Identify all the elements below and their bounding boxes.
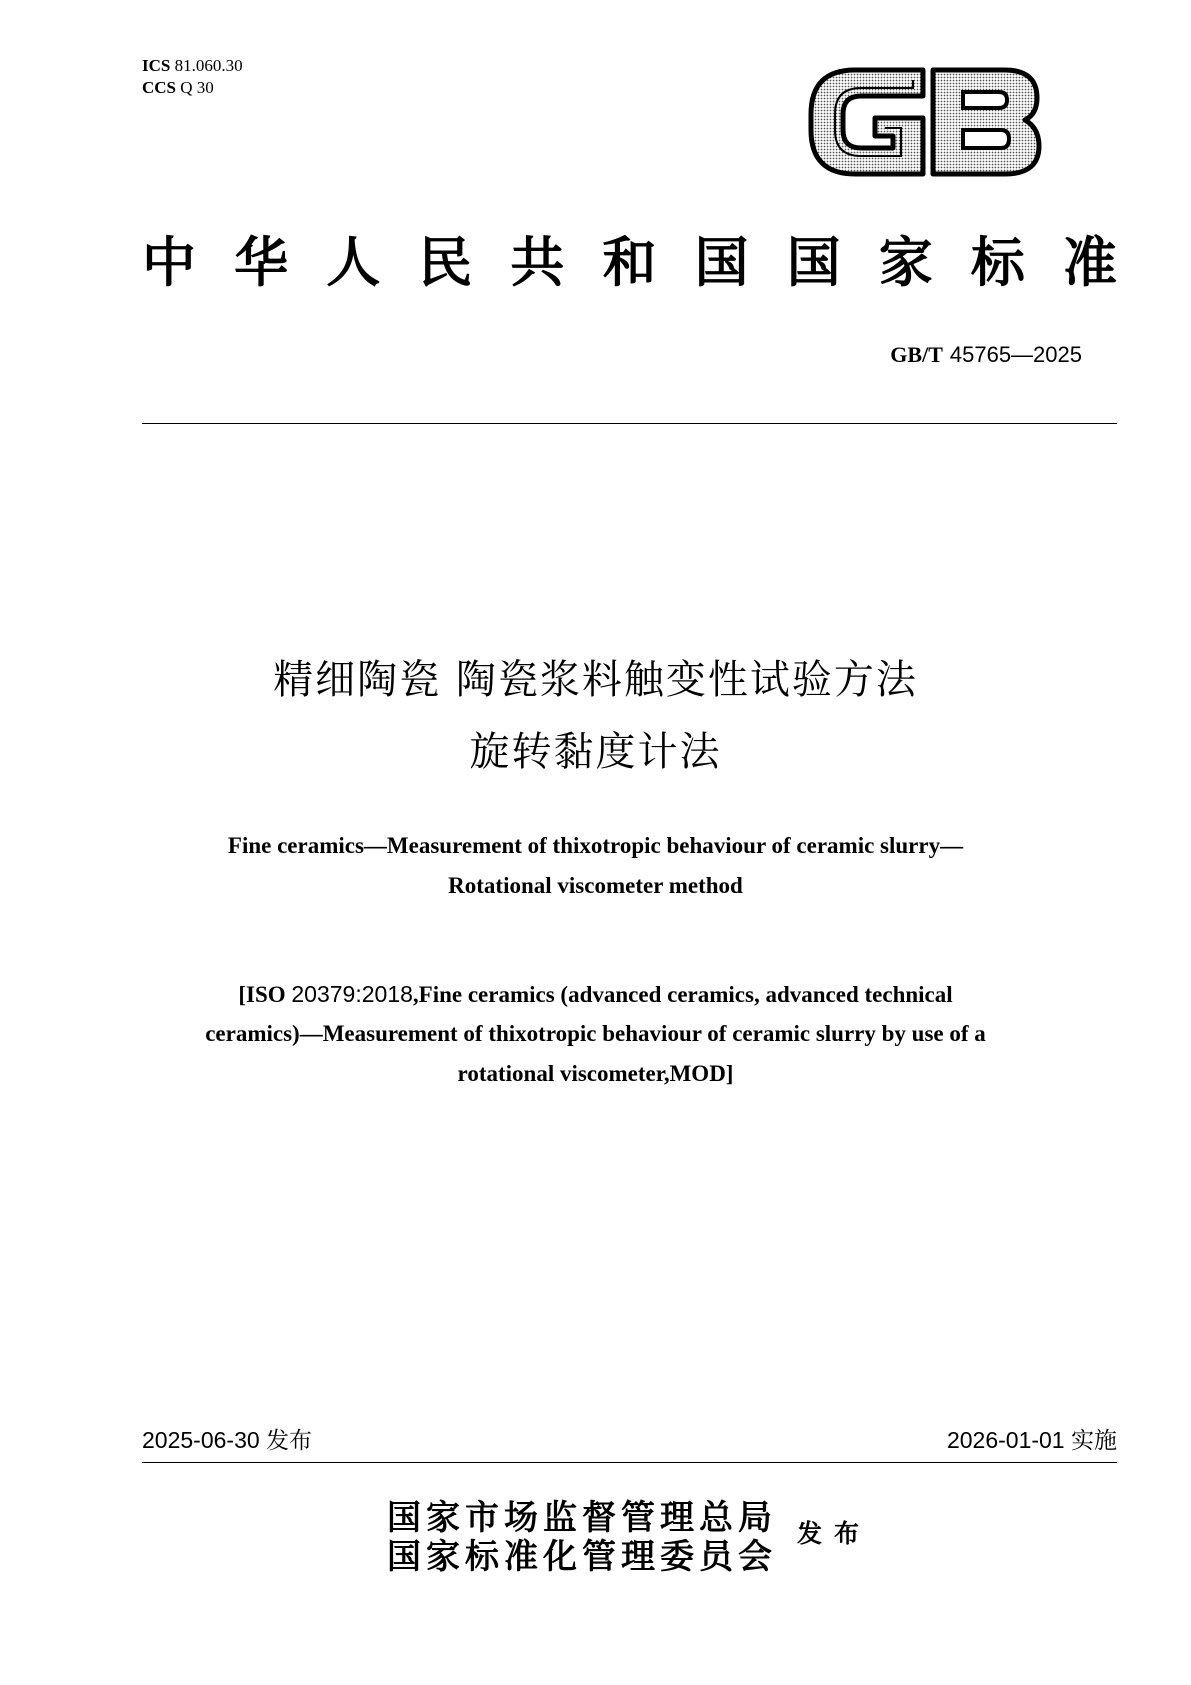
chinese-title-line-2: 旋转黏度计法	[469, 729, 722, 775]
iso-reference-line-3: rotational viscometer,MOD]	[457, 1061, 734, 1086]
issuer-sac: 国家标准化管理委员会	[387, 1537, 777, 1577]
bottom-divider	[142, 1462, 1117, 1463]
top-divider	[142, 423, 1117, 424]
chinese-title-line-1: 精细陶瓷 陶瓷浆料触变性试验方法	[273, 657, 918, 703]
ccs-value: Q 30	[180, 78, 214, 97]
standard-number	[890, 340, 1082, 371]
national-standard-heading: 中华人民共和国国家标准	[142, 231, 1117, 294]
iso-open-bracket: [	[238, 982, 246, 1007]
classification-codes	[142, 55, 243, 99]
iso-line-1-rest: ,Fine ceramics (advanced ceramics, advanced technical	[412, 982, 953, 1007]
standard-code: 45765—2025	[949, 342, 1082, 367]
iso-label: ISO	[246, 982, 286, 1007]
english-title-line-1: Fine ceramics—Measurement of thixotropic behaviour of ceramic slurry—	[227, 833, 964, 858]
issue-date: 2025-06-30 发布	[142, 1427, 313, 1453]
iso-reference-line-1	[0, 974, 1191, 1015]
issuer-samr: 国家市场监督管理总局	[387, 1498, 777, 1538]
ics-label: ICS	[142, 56, 171, 75]
publish-label: 发布	[797, 1519, 872, 1548]
standard-prefix: GB/T	[890, 342, 943, 367]
ccs-code	[142, 77, 243, 99]
ics-code	[142, 55, 243, 77]
ics-value: 81.060.30	[174, 56, 243, 75]
english-title-line-2: Rotational viscometer method	[448, 873, 743, 898]
iso-number: 20379:2018	[291, 981, 413, 1007]
implementation-date: 2026-01-01 实施	[946, 1427, 1117, 1453]
gb-logo-icon	[805, 58, 1045, 186]
ccs-label: CCS	[142, 78, 177, 97]
iso-reference-line-2: ceramics)—Measurement of thixotropic behaviour of ceramic slurry by use of a	[205, 1021, 986, 1046]
